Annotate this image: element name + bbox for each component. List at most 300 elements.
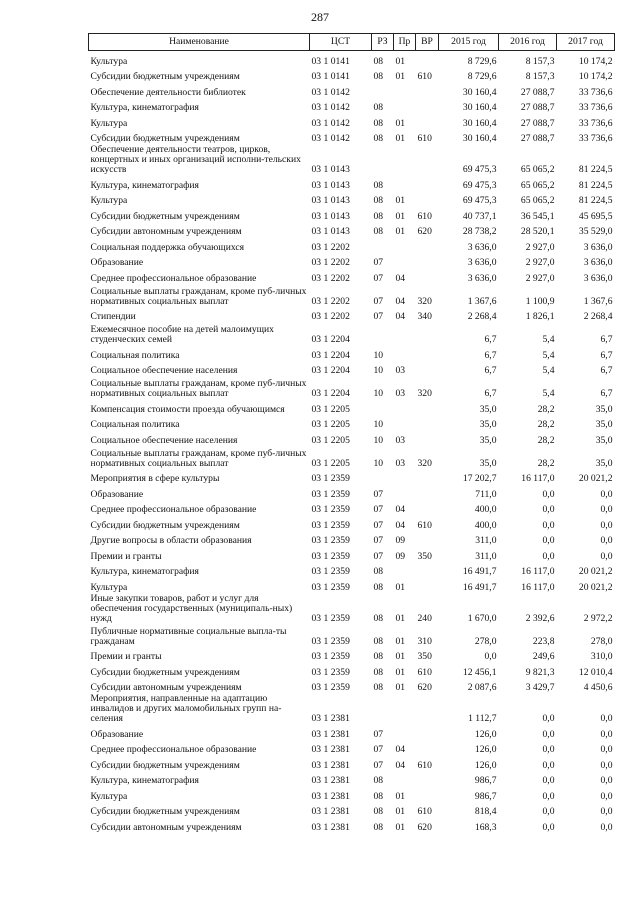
row-2016: 5,4 [542,365,555,376]
row-cst: 03 1 2381 [311,728,350,740]
row-2016: 1 100,9 [525,295,555,307]
row-vr [416,253,439,269]
table-row [89,647,615,663]
row-2016: 5,4 [542,349,555,361]
row-pr: 04 [395,744,406,755]
row-pr: 01 [395,806,406,817]
row-2015: 1 112,7 [468,713,497,724]
row-2016: 2 927,0 [525,257,555,268]
table-row [89,802,615,818]
row-vr: 240 [417,612,432,624]
row-cst: 03 1 2359 [311,566,350,577]
row-2017: 0,0 [600,806,613,817]
col-2017-header: 2017 год [557,34,615,51]
row-2016: 16 117,0 [521,581,555,593]
row-2015: 30 160,4 [462,102,497,113]
row-2016: 65 065,2 [520,164,555,175]
table-row [89,113,615,129]
row-pr [394,253,416,269]
row-name: Стипендии [90,311,136,322]
row-2017: 0,0 [600,713,613,724]
row-vr [416,361,439,377]
row-2016: 0,0 [542,821,555,833]
row-2017: 1 367,6 [583,295,613,307]
row-cst: 03 1 2205 [311,419,350,430]
row-name: Культура, кинематография [90,102,199,113]
row-2016: 0,0 [542,488,555,500]
row-pr [394,415,416,431]
row-rz: 08 [373,775,384,786]
row-cst: 03 1 2205 [311,403,350,415]
row-cst: 03 1 0143 [311,195,350,206]
row-pr: 01 [395,71,406,82]
row-pr [394,144,416,175]
row-2017: 35,0 [595,434,613,446]
row-2017: 6,7 [600,388,613,399]
row-rz: 08 [373,790,384,802]
row-2017: 33 736,6 [578,133,613,144]
row-rz: 08 [373,566,384,577]
row-vr: 610 [417,519,432,531]
row-2015: 1 367,6 [467,295,497,307]
row-vr: 350 [417,550,432,562]
table-row [89,531,615,547]
row-cst: 03 1 2359 [311,666,350,678]
row-2016: 5,4 [542,334,555,345]
row-2017: 0,0 [600,790,613,802]
row-2015: 30 160,4 [462,133,497,144]
row-name: Мероприятия, направленные на адаптацию инвалидов и других маломобильных групп на-селения [90,693,282,724]
row-rz: 10 [373,349,384,361]
row-vr [416,144,439,175]
row-2017: 0,0 [600,728,613,740]
table-row [89,678,615,694]
row-name: Субсидии бюджетным учреждениям [90,133,240,144]
row-cst: 03 1 2359 [311,488,350,500]
row-cst: 03 1 0143 [311,226,350,237]
row-rz: 08 [373,71,384,82]
table-row [89,771,615,787]
row-pr [394,399,416,415]
row-pr: 01 [395,612,406,624]
row-cst: 03 1 2359 [311,535,350,546]
row-name: Среднее профессиональное образование [90,744,257,755]
row-2015: 6,7 [484,349,497,361]
table-row [89,175,615,191]
row-cst: 03 1 2359 [311,682,350,693]
page-number: 287 [311,10,329,24]
table-row [89,98,615,114]
row-2016: 0,0 [542,504,555,515]
row-name: Иные закупки товаров, работ и услуг для обеспечения государственных (муниципаль-ных) нужд [90,592,293,624]
row-rz [372,693,394,724]
row-2017: 33 736,6 [578,117,613,129]
row-2016: 28,2 [537,434,555,446]
row-name: Образование [90,257,144,268]
row-2015: 400,0 [474,504,497,515]
row-name: Социальное обеспечение населения [90,365,238,376]
row-2016: 28 520,1 [520,226,555,237]
table-row [89,191,615,207]
row-rz: 08 [373,102,384,113]
row-pr: 03 [395,457,406,469]
row-2016: 65 065,2 [520,179,555,191]
row-2015: 35,0 [479,419,497,430]
row-rz: 07 [373,504,384,515]
row-2017: 45 695,5 [578,210,613,222]
row-pr [394,345,416,361]
row-name: Социальные выплаты гражданам, кроме пуб-личных нормативных социальных выплат [90,447,307,469]
row-rz: 08 [373,806,384,817]
row-vr: 620 [417,682,432,693]
row-vr: 620 [417,226,432,237]
col-pr-header: Пр [394,34,416,51]
row-name: Субсидии автономным учреждениям [90,821,242,833]
row-2017: 20 021,2 [578,473,613,484]
row-rz: 08 [373,226,384,237]
row-2016: 0,0 [542,535,555,546]
row-pr: 03 [395,365,406,376]
table-body [89,51,615,833]
row-2016: 8 157,3 [525,71,555,82]
row-2017: 0,0 [600,759,613,771]
row-rz: 07 [373,728,384,740]
row-rz: 07 [373,311,384,322]
col-2015-header: 2015 год [439,34,499,51]
row-pr [394,693,416,724]
row-rz: 08 [373,682,384,693]
row-2017: 35,0 [595,403,613,415]
row-2015: 126,0 [474,728,497,740]
col-cst-header: ЦСТ [310,34,372,51]
row-2016: 5,4 [542,388,555,399]
row-cst: 03 1 2205 [311,457,350,469]
table-row [89,469,615,485]
row-pr [394,98,416,114]
table-row [89,144,615,175]
table-row [89,755,615,771]
row-2017: 20 021,2 [578,581,613,593]
row-pr: 01 [395,117,406,129]
row-pr: 01 [395,635,406,647]
row-2016: 0,0 [542,806,555,817]
row-vr: 610 [417,666,432,678]
row-2017: 0,0 [600,775,613,786]
row-2016: 16 117,0 [521,566,555,577]
row-name: Социальное обеспечение населения [90,434,238,446]
col-vr-header: ВР [416,34,439,51]
row-rz: 10 [373,419,384,430]
row-rz: 08 [373,581,384,593]
row-name: Субсидии бюджетным учреждениям [90,519,240,531]
row-name: Культура [90,195,128,206]
row-2017: 3 636,0 [583,241,613,253]
row-2015: 278,0 [474,635,497,647]
table-row [89,430,615,446]
row-rz: 08 [373,821,384,833]
row-pr: 04 [395,295,406,307]
row-pr: 04 [395,272,406,284]
budget-table [88,33,615,833]
row-vr [416,268,439,284]
row-2015: 35,0 [479,403,497,415]
row-vr: 340 [417,311,432,322]
row-2017: 3 636,0 [583,272,613,284]
row-name: Социальная поддержка обучающихся [90,241,245,253]
row-vr: 350 [417,651,432,662]
row-cst: 03 1 2204 [311,365,350,376]
row-pr: 01 [395,210,406,222]
row-name: Обеспечение деятельности библиотек [90,86,246,98]
row-2017: 81 224,5 [578,179,613,191]
row-2017: 6,7 [600,349,613,361]
row-vr [416,430,439,446]
row-rz: 08 [373,635,384,647]
row-cst: 03 1 2381 [311,790,350,802]
table-row [89,67,615,83]
row-cst: 03 1 2359 [311,581,350,593]
row-name: Субсидии бюджетным учреждениям [90,210,240,222]
row-2015: 30 160,4 [462,117,497,129]
row-2017: 81 224,5 [578,164,613,175]
row-pr [394,724,416,740]
row-name: Социальная политика [90,349,180,361]
row-pr [394,484,416,500]
row-2015: 6,7 [484,334,497,345]
row-pr: 01 [395,821,406,833]
row-pr: 09 [395,535,406,546]
row-cst: 03 1 2381 [311,759,350,771]
row-rz: 07 [373,744,384,755]
row-pr [394,175,416,191]
row-2017: 0,0 [600,519,613,531]
row-name: Субсидии бюджетным учреждениям [90,759,240,771]
table-row [89,253,615,269]
table-row [89,484,615,500]
row-pr: 04 [395,504,406,515]
col-name-header: Наименование [89,34,310,51]
row-pr: 01 [395,651,406,662]
row-2016: 27 088,7 [520,117,555,129]
row-2017: 310,0 [590,651,613,662]
row-vr [416,237,439,253]
row-2016: 27 088,7 [520,86,555,98]
row-2015: 30 160,4 [462,86,497,98]
row-rz [372,82,394,98]
row-vr: 320 [417,388,432,399]
row-cst: 03 1 2202 [311,295,350,307]
row-cst: 03 1 2202 [311,272,350,284]
table-row [89,399,615,415]
row-vr: 610 [417,133,432,144]
row-2015: 28 738,2 [462,226,497,237]
row-2015: 311,0 [475,535,497,546]
row-vr [416,415,439,431]
row-2017: 0,0 [600,821,613,833]
table-row [89,284,615,307]
row-vr [416,740,439,756]
row-pr: 01 [395,790,406,802]
row-name: Премии и гранты [90,651,162,662]
row-name: Культура, кинематография [90,775,199,786]
row-cst: 03 1 2202 [311,257,350,268]
col-rz-header: РЗ [372,34,394,51]
row-2017: 0,0 [600,550,613,562]
row-vr [416,51,439,67]
row-cst: 03 1 0141 [311,55,350,67]
row-cst: 03 1 2204 [311,334,350,345]
table-row [89,515,615,531]
row-2016: 65 065,2 [520,195,555,206]
row-pr [394,771,416,787]
table-row [89,51,615,67]
row-rz: 07 [373,759,384,771]
row-cst: 03 1 2381 [311,806,350,817]
row-rz: 08 [373,612,384,624]
row-2015: 3 636,0 [467,257,497,268]
table-row [89,500,615,516]
row-name: Компенсация стоимости проезда обучающимся [90,403,285,415]
row-pr: 01 [395,682,406,693]
row-name: Социальные выплаты гражданам, кроме пуб-личных нормативных социальных выплат [90,285,307,307]
row-2015: 3 636,0 [467,272,497,284]
table-row [89,268,615,284]
row-cst: 03 1 0142 [311,117,350,129]
row-2015: 16 491,7 [462,566,497,577]
row-name: Образование [90,728,144,740]
row-name: Субсидии автономным учреждениям [90,682,242,693]
row-name: Культура [90,117,128,129]
row-2016: 0,0 [542,790,555,802]
table-row [89,740,615,756]
table-row [89,662,615,678]
table-row [89,307,615,323]
row-2017: 0,0 [600,744,613,755]
row-2015: 69 475,3 [462,195,497,206]
table-row [89,546,615,562]
row-vr [416,175,439,191]
row-rz [372,322,394,345]
row-pr: 01 [395,55,406,67]
row-cst: 03 1 2381 [311,775,350,786]
row-2017: 278,0 [590,635,613,647]
row-name: Ежемесячное пособие на детей малоимущих студенческих семей [90,324,274,345]
table-row [89,82,615,98]
row-pr [394,322,416,345]
row-2015: 2 268,4 [467,311,497,322]
row-2017: 2 268,4 [583,311,613,322]
row-rz: 10 [373,434,384,446]
row-2015: 12 456,1 [462,666,497,678]
row-2015: 1 670,0 [467,612,497,624]
row-rz: 07 [373,550,384,562]
row-2017: 33 736,6 [578,86,613,98]
table-row [89,222,615,238]
row-2017: 2 972,2 [583,612,613,624]
row-2016: 0,0 [542,775,555,786]
row-cst: 03 1 0142 [311,102,350,113]
row-pr: 01 [395,581,406,593]
row-2017: 6,7 [600,365,613,376]
row-rz: 08 [373,651,384,662]
row-2017: 0,0 [600,488,613,500]
table-row [89,786,615,802]
row-vr: 620 [417,821,432,833]
row-cst: 03 1 0143 [311,179,350,191]
row-vr: 610 [417,806,432,817]
table-row [89,415,615,431]
row-vr [416,786,439,802]
row-rz [372,399,394,415]
row-2015: 6,7 [484,365,497,376]
row-name: Культура, кинематография [90,179,199,191]
row-2015: 69 475,3 [462,164,497,175]
row-vr [416,113,439,129]
row-cst: 03 1 0141 [311,71,350,82]
row-2016: 0,0 [542,550,555,562]
row-2017: 81 224,5 [578,195,613,206]
row-rz: 08 [373,55,384,67]
row-rz: 07 [373,519,384,531]
row-2015: 986,7 [474,775,497,786]
row-pr [394,562,416,578]
row-vr: 610 [417,210,432,222]
row-pr: 09 [395,550,406,562]
row-cst: 03 1 2204 [311,388,350,399]
row-cst: 03 1 2359 [311,635,350,647]
row-rz: 08 [373,666,384,678]
row-2016: 3 429,7 [525,682,555,693]
row-name: Культура [90,581,128,593]
row-2017: 35 529,0 [578,226,613,237]
row-vr [416,98,439,114]
header-row [89,34,615,51]
row-cst: 03 1 0142 [311,86,350,98]
row-2016: 2 927,0 [525,272,555,284]
table-row [89,593,615,624]
table-row [89,376,615,399]
row-pr: 01 [395,666,406,678]
row-vr [416,82,439,98]
row-rz: 07 [373,535,384,546]
row-rz: 08 [373,179,384,191]
row-name: Среднее профессиональное образование [90,272,257,284]
row-2017: 33 736,6 [578,102,613,113]
row-2015: 311,0 [475,550,497,562]
row-name: Публичные нормативные социальные выпла-ты гражданам [90,625,287,647]
row-cst: 03 1 2381 [311,744,350,755]
table-row [89,361,615,377]
row-2016: 8 157,3 [525,55,555,67]
row-pr: 04 [395,759,406,771]
row-name: Субсидии бюджетным учреждениям [90,666,240,678]
row-cst: 03 1 2359 [311,504,350,515]
row-rz: 08 [373,133,384,144]
row-cst: 03 1 2381 [311,821,350,833]
row-vr [416,693,439,724]
row-pr: 01 [395,133,406,144]
table-row [89,693,615,724]
table-row [89,624,615,647]
table-row [89,345,615,361]
row-2016: 28,2 [537,419,555,430]
row-name: Культура [90,55,128,67]
row-rz: 07 [373,295,384,307]
row-rz [372,469,394,485]
row-name: Образование [90,488,144,500]
row-cst: 03 1 2205 [311,434,350,446]
row-2016: 2 392,6 [525,612,555,624]
